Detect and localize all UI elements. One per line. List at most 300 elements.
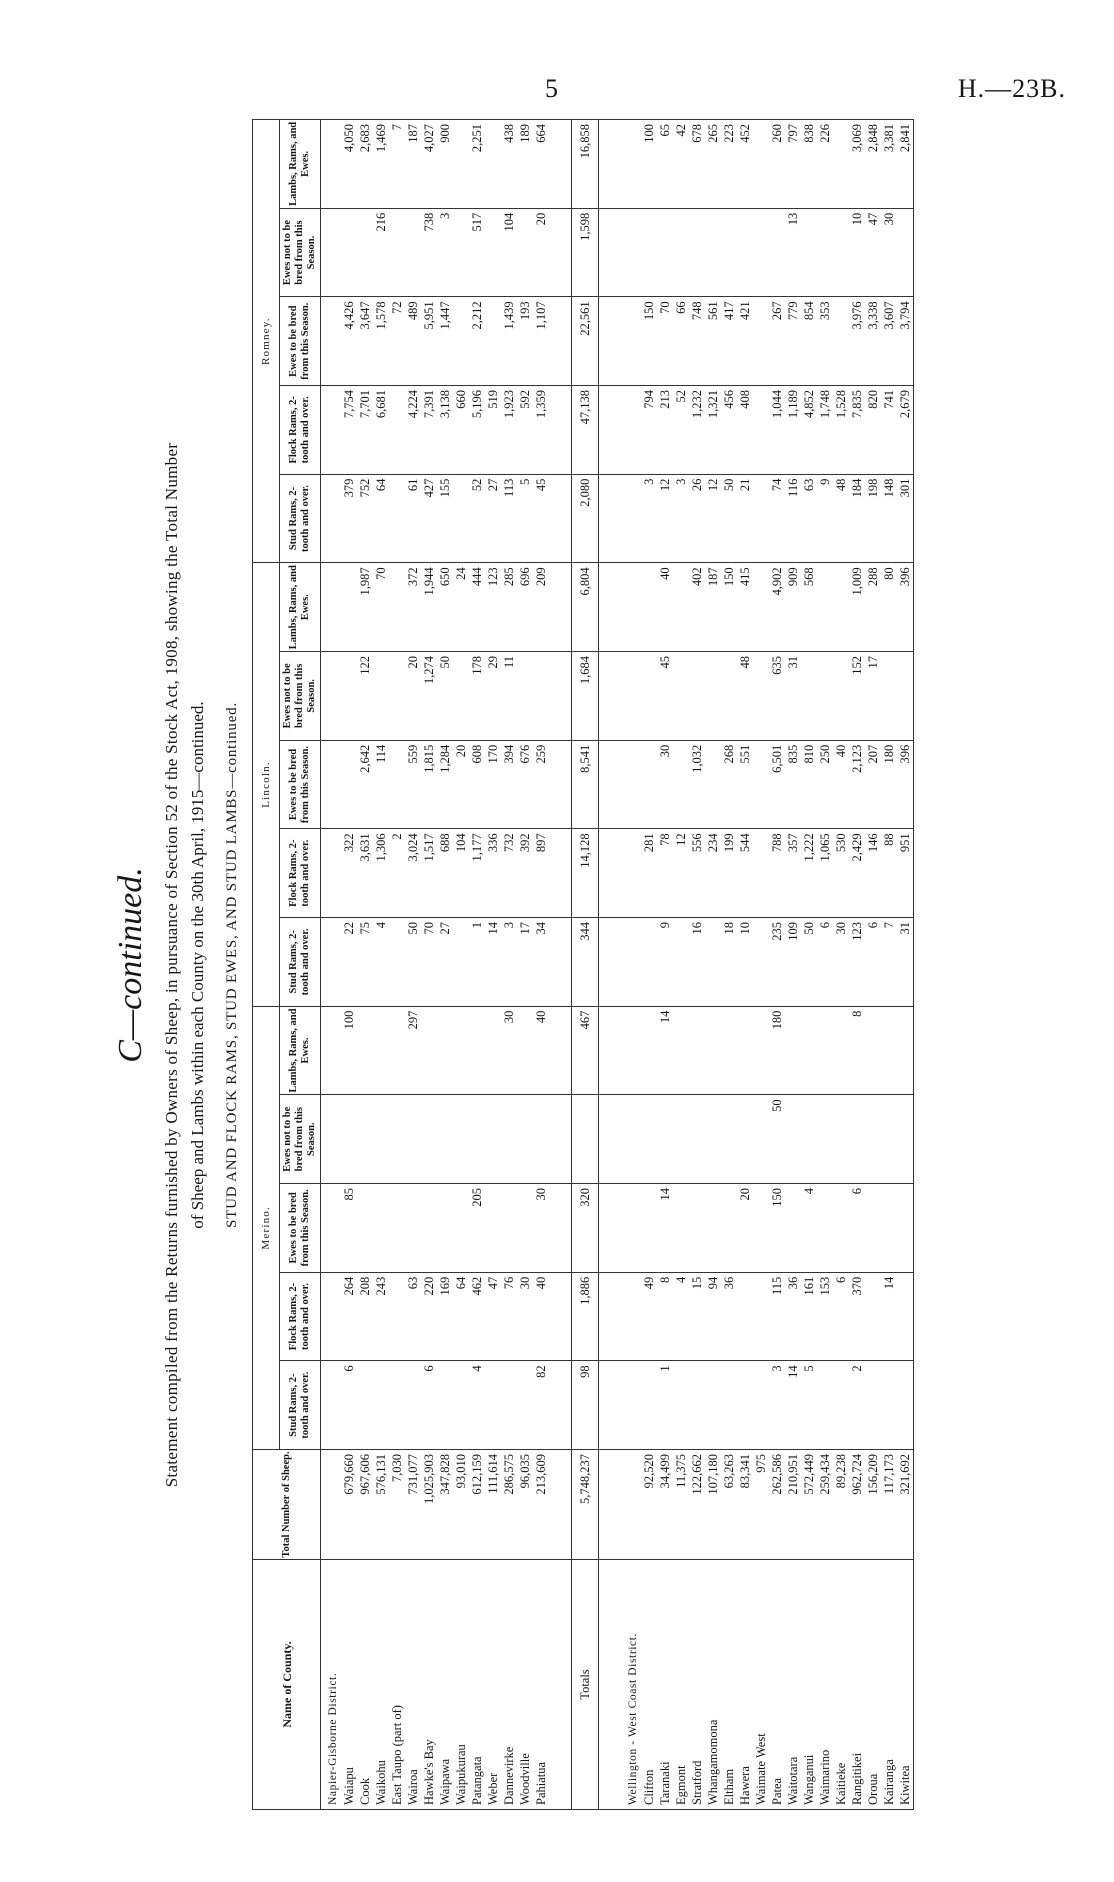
value-cell — [389, 918, 405, 1007]
value-cell: 452 — [737, 120, 753, 209]
value-cell: 150 — [721, 563, 737, 652]
value-cell — [721, 1095, 737, 1184]
value-cell — [641, 1361, 657, 1450]
value-cell — [737, 1272, 753, 1361]
value-cell: 12 — [705, 474, 721, 563]
value-cell: 123 — [485, 563, 501, 652]
value-cell: 5,748,237 — [572, 1450, 599, 1560]
value-cell — [641, 208, 657, 297]
merino-header: Merino. — [253, 1006, 280, 1449]
value-cell — [389, 652, 405, 741]
value-cell — [389, 1095, 405, 1184]
value-cell: 12 — [657, 474, 673, 563]
value-cell: 40 — [533, 1006, 549, 1095]
value-cell: 854 — [801, 297, 817, 386]
value-cell: 344 — [572, 918, 599, 1007]
table-row — [469, 120, 485, 1810]
value-cell — [641, 1184, 657, 1273]
value-cell — [849, 1095, 865, 1184]
county-name-cell: Waikohu — [373, 1560, 389, 1810]
value-cell: 1,044 — [769, 386, 785, 475]
value-cell: 114 — [373, 740, 389, 829]
value-cell — [641, 1095, 657, 1184]
table-row — [849, 120, 865, 1810]
empty-cell — [549, 386, 572, 475]
value-cell — [673, 208, 689, 297]
table-row — [453, 120, 469, 1810]
value-cell: 2,123 — [849, 740, 865, 829]
empty-cell — [621, 1006, 641, 1095]
value-cell — [673, 740, 689, 829]
empty-cell — [549, 1184, 572, 1273]
value-cell: 199 — [721, 829, 737, 918]
value-cell: 1,447 — [437, 297, 453, 386]
value-cell — [453, 1095, 469, 1184]
value-cell: 4,027 — [421, 120, 437, 209]
value-cell: 52 — [673, 386, 689, 475]
empty-cell — [621, 740, 641, 829]
table-row — [657, 120, 673, 1810]
value-cell: 357 — [785, 829, 801, 918]
table-row — [485, 120, 501, 1810]
county-name-cell: Rangitikei — [849, 1560, 865, 1810]
value-cell — [833, 652, 849, 741]
table-row — [753, 120, 769, 1810]
value-cell: 556 — [689, 829, 705, 918]
value-cell — [357, 1006, 373, 1095]
value-cell: 3,069 — [849, 120, 865, 209]
value-cell: 109 — [785, 918, 801, 1007]
table-row — [501, 120, 517, 1810]
value-cell — [389, 1006, 405, 1095]
value-cell: 70 — [657, 297, 673, 386]
value-cell: 1,107 — [533, 297, 549, 386]
value-cell — [641, 652, 657, 741]
empty-cell — [599, 740, 622, 829]
value-cell: 156,209 — [865, 1450, 881, 1560]
value-cell: 63 — [405, 1272, 421, 1361]
value-cell: 6,804 — [572, 563, 599, 652]
value-cell: 117,173 — [881, 1450, 897, 1560]
value-cell: 40 — [533, 1272, 549, 1361]
value-cell: 198 — [865, 474, 881, 563]
value-cell: 1,987 — [357, 563, 373, 652]
value-cell: 6,501 — [769, 740, 785, 829]
table-subtitle: STUD AND FLOCK RAMS, STUD EWES, AND STUD LAMBS—continued. — [224, 701, 240, 1229]
value-cell: 98 — [572, 1361, 599, 1450]
value-cell: 752 — [357, 474, 373, 563]
empty-cell — [549, 740, 572, 829]
value-cell — [753, 918, 769, 1007]
value-cell: 64 — [373, 474, 389, 563]
value-cell: 462 — [469, 1272, 485, 1361]
value-cell: 810 — [801, 740, 817, 829]
value-cell: 12 — [673, 829, 689, 918]
value-cell: 2,679 — [897, 386, 914, 475]
county-name-cell: Waipawa — [437, 1560, 453, 1810]
merino-ewes-not-bred-header: Ewes not to be bred from this Season. — [280, 1095, 321, 1184]
empty-cell — [321, 1361, 342, 1450]
value-cell — [485, 208, 501, 297]
district-header-row — [321, 120, 342, 1810]
value-cell — [657, 208, 673, 297]
value-cell — [753, 1184, 769, 1273]
value-cell: 1,748 — [817, 386, 833, 475]
value-cell — [405, 208, 421, 297]
table-row — [801, 120, 817, 1810]
value-cell: 17 — [517, 918, 533, 1007]
value-cell: 220 — [421, 1272, 437, 1361]
value-cell: 4 — [673, 1272, 689, 1361]
value-cell: 207 — [865, 740, 881, 829]
value-cell: 1,009 — [849, 563, 865, 652]
empty-cell — [599, 1006, 622, 1095]
value-cell: 3,976 — [849, 297, 865, 386]
value-cell — [897, 1095, 914, 1184]
value-cell: 1,232 — [689, 386, 705, 475]
value-cell: 748 — [689, 297, 705, 386]
value-cell: 608 — [469, 740, 485, 829]
value-cell — [817, 1361, 833, 1450]
value-cell: 1,284 — [437, 740, 453, 829]
value-cell: 738 — [421, 208, 437, 297]
value-cell — [753, 208, 769, 297]
value-cell — [373, 652, 389, 741]
county-name-cell: Wanganui — [801, 1560, 817, 1810]
value-cell: 2 — [849, 1361, 865, 1450]
table-row — [373, 120, 389, 1810]
county-name-cell: Waiapu — [341, 1560, 357, 1810]
value-cell: 1 — [657, 1361, 673, 1450]
value-cell — [405, 1095, 421, 1184]
value-cell: 29 — [485, 652, 501, 741]
value-cell — [389, 563, 405, 652]
value-cell: 30 — [833, 918, 849, 1007]
value-cell — [721, 1361, 737, 1450]
value-cell: 1,321 — [705, 386, 721, 475]
value-cell — [373, 1184, 389, 1273]
value-cell — [421, 1184, 437, 1273]
value-cell — [689, 1095, 705, 1184]
value-cell: 551 — [737, 740, 753, 829]
value-cell: 1,189 — [785, 386, 801, 475]
value-cell: 8,541 — [572, 740, 599, 829]
value-cell — [453, 652, 469, 741]
empty-cell — [321, 1184, 342, 1273]
value-cell — [753, 386, 769, 475]
empty-cell — [549, 652, 572, 741]
value-cell: 797 — [785, 120, 801, 209]
value-cell: 732 — [501, 829, 517, 918]
table-row — [705, 120, 721, 1810]
value-cell: 31 — [785, 652, 801, 741]
value-cell — [405, 1184, 421, 1273]
district-name: Napier-Gisborne District. — [321, 1560, 342, 1810]
value-cell: 34,499 — [657, 1450, 673, 1560]
value-cell: 213,609 — [533, 1450, 549, 1560]
value-cell: 281 — [641, 829, 657, 918]
value-cell: 11,375 — [673, 1450, 689, 1560]
empty-cell — [321, 652, 342, 741]
value-cell — [533, 1095, 549, 1184]
value-cell: 115 — [769, 1272, 785, 1361]
lincoln-ewes-not-bred-header: Ewes not to be bred from this Season. — [280, 652, 321, 741]
table-row — [769, 120, 785, 1810]
value-cell — [501, 1095, 517, 1184]
value-cell — [705, 1006, 721, 1095]
value-cell — [437, 1095, 453, 1184]
value-cell: 111,614 — [485, 1450, 501, 1560]
empty-cell — [599, 474, 622, 563]
value-cell: 234 — [705, 829, 721, 918]
table-body — [321, 120, 914, 1810]
value-cell: 678 — [689, 120, 705, 209]
value-cell: 561 — [705, 297, 721, 386]
county-name-cell: Taranaki — [657, 1560, 673, 1810]
value-cell: 265 — [705, 120, 721, 209]
value-cell: 1,359 — [533, 386, 549, 475]
value-cell — [517, 208, 533, 297]
table-row — [641, 120, 657, 1810]
value-cell: 688 — [437, 829, 453, 918]
value-cell — [833, 1006, 849, 1095]
value-cell: 6 — [341, 1361, 357, 1450]
value-cell — [817, 1184, 833, 1273]
value-cell: 3 — [437, 208, 453, 297]
value-cell: 14,128 — [572, 829, 599, 918]
value-cell: 170 — [485, 740, 501, 829]
value-cell — [689, 652, 705, 741]
value-cell: 27 — [437, 918, 453, 1007]
value-cell: 1 — [469, 918, 485, 1007]
value-cell: 3,381 — [881, 120, 897, 209]
empty-cell — [599, 1361, 622, 1450]
value-cell: 30 — [881, 208, 897, 297]
value-cell: 421 — [737, 297, 753, 386]
value-cell: 396 — [897, 740, 914, 829]
value-cell: 402 — [689, 563, 705, 652]
value-cell — [705, 740, 721, 829]
empty-cell — [599, 1450, 622, 1560]
value-cell — [389, 1361, 405, 1450]
value-cell: 2,642 — [357, 740, 373, 829]
value-cell: 259,434 — [817, 1450, 833, 1560]
value-cell — [881, 652, 897, 741]
value-cell: 394 — [501, 740, 517, 829]
value-cell — [833, 297, 849, 386]
value-cell: 2,848 — [865, 120, 881, 209]
romney-header: Romney. — [253, 120, 280, 563]
empty-cell — [549, 829, 572, 918]
value-cell: 900 — [437, 120, 453, 209]
value-cell — [357, 208, 373, 297]
value-cell: 4,902 — [769, 563, 785, 652]
value-cell: 650 — [437, 563, 453, 652]
value-cell: 962,724 — [849, 1450, 865, 1560]
value-cell — [721, 1184, 737, 1273]
value-cell — [673, 563, 689, 652]
county-name-cell: Hawera — [737, 1560, 753, 1810]
value-cell — [641, 740, 657, 829]
value-cell — [753, 563, 769, 652]
value-cell: 489 — [405, 297, 421, 386]
value-cell: 1,032 — [689, 740, 705, 829]
value-cell: 76 — [501, 1272, 517, 1361]
empty-cell — [621, 120, 641, 209]
value-cell: 456 — [721, 386, 737, 475]
value-cell — [785, 1006, 801, 1095]
county-name-cell: Waitotara — [785, 1560, 801, 1810]
table-row — [341, 120, 357, 1810]
value-cell: 15 — [689, 1272, 705, 1361]
empty-cell — [321, 740, 342, 829]
totals-row — [572, 120, 599, 1810]
value-cell: 467 — [572, 1006, 599, 1095]
value-cell — [753, 1272, 769, 1361]
value-cell: 268 — [721, 740, 737, 829]
empty-cell — [599, 1184, 622, 1273]
value-cell: 30 — [501, 1006, 517, 1095]
county-name-cell: Cook — [357, 1560, 373, 1810]
value-cell: 336 — [485, 829, 501, 918]
value-cell: 438 — [501, 120, 517, 209]
value-cell: 187 — [705, 563, 721, 652]
value-cell: 104 — [453, 829, 469, 918]
value-cell — [801, 208, 817, 297]
value-cell: 568 — [801, 563, 817, 652]
merino-lambs-header: Lambs, Rams, and Ewes. — [280, 1006, 321, 1095]
value-cell: 2,080 — [572, 474, 599, 563]
value-cell: 70 — [373, 563, 389, 652]
value-cell: 113 — [501, 474, 517, 563]
table-row — [389, 120, 405, 1810]
county-name-cell: Waimarino — [817, 1560, 833, 1810]
value-cell: 11 — [501, 652, 517, 741]
value-cell: 65 — [657, 120, 673, 209]
value-cell: 155 — [437, 474, 453, 563]
value-cell — [485, 1361, 501, 1450]
value-cell — [657, 1095, 673, 1184]
empty-cell — [321, 1006, 342, 1095]
table-row — [689, 120, 705, 1810]
value-cell: 50 — [721, 474, 737, 563]
lincoln-header: Lincoln. — [253, 563, 280, 1006]
value-cell: 100 — [641, 120, 657, 209]
value-cell — [737, 1361, 753, 1450]
empty-cell — [321, 1272, 342, 1361]
value-cell: 2,212 — [469, 297, 485, 386]
value-cell: 7,835 — [849, 386, 865, 475]
value-cell: 187 — [405, 120, 421, 209]
empty-cell — [321, 208, 342, 297]
value-cell — [817, 1006, 833, 1095]
value-cell — [641, 1006, 657, 1095]
value-cell — [673, 1184, 689, 1273]
value-cell: 372 — [405, 563, 421, 652]
value-cell: 835 — [785, 740, 801, 829]
value-cell — [501, 1184, 517, 1273]
table-row — [897, 120, 914, 1810]
value-cell: 3 — [673, 474, 689, 563]
value-cell — [485, 1095, 501, 1184]
value-cell: 8 — [657, 1272, 673, 1361]
value-cell — [817, 563, 833, 652]
value-cell: 5,951 — [421, 297, 437, 386]
value-cell: 50 — [437, 652, 453, 741]
section-continued-label: C—continued. — [112, 867, 149, 1063]
value-cell: 30 — [517, 1272, 533, 1361]
page-number: 5 — [545, 74, 558, 103]
value-cell — [673, 1095, 689, 1184]
value-cell: 180 — [881, 740, 897, 829]
county-name-cell: Weber — [485, 1560, 501, 1810]
county-name-cell: Stratford — [689, 1560, 705, 1810]
value-cell — [833, 1095, 849, 1184]
value-cell — [753, 474, 769, 563]
value-cell: 122,662 — [689, 1450, 705, 1560]
value-cell: 679,660 — [341, 1450, 357, 1560]
value-cell: 180 — [769, 1006, 785, 1095]
value-cell — [453, 1184, 469, 1273]
value-cell — [865, 1184, 881, 1273]
value-cell — [357, 1184, 373, 1273]
value-cell: 3,631 — [357, 829, 373, 918]
value-cell: 794 — [641, 386, 657, 475]
value-cell — [689, 1361, 705, 1450]
value-cell — [833, 208, 849, 297]
value-cell: 4 — [469, 1361, 485, 1450]
value-cell: 592 — [517, 386, 533, 475]
value-cell — [865, 1006, 881, 1095]
value-cell: 216 — [373, 208, 389, 297]
value-cell — [785, 1095, 801, 1184]
value-cell: 100 — [341, 1006, 357, 1095]
value-cell — [357, 1361, 373, 1450]
value-cell — [453, 474, 469, 563]
value-cell: 36 — [721, 1272, 737, 1361]
value-cell — [341, 740, 357, 829]
table-row — [421, 120, 437, 1810]
value-cell: 64 — [453, 1272, 469, 1361]
value-cell — [817, 652, 833, 741]
empty-cell — [621, 386, 641, 475]
value-cell: 48 — [833, 474, 849, 563]
value-cell: 150 — [769, 1184, 785, 1273]
value-cell — [737, 1095, 753, 1184]
value-cell — [769, 208, 785, 297]
value-cell: 321,692 — [897, 1450, 914, 1560]
value-cell — [881, 1361, 897, 1450]
value-cell: 243 — [373, 1272, 389, 1361]
empty-cell — [321, 829, 342, 918]
empty-cell — [621, 563, 641, 652]
value-cell: 22,561 — [572, 297, 599, 386]
value-cell: 9 — [817, 474, 833, 563]
table-row — [785, 120, 801, 1810]
table-row — [533, 120, 549, 1810]
value-cell: 50 — [769, 1095, 785, 1184]
value-cell — [453, 918, 469, 1007]
table-row — [833, 120, 849, 1810]
county-name-cell: Oroua — [865, 1560, 881, 1810]
value-cell — [897, 1272, 914, 1361]
value-cell: 49 — [641, 1272, 657, 1361]
value-cell: 517 — [469, 208, 485, 297]
value-cell: 14 — [485, 918, 501, 1007]
lincoln-ewes-bred-header: Ewes to be bred from this Season. — [280, 740, 321, 829]
value-cell — [881, 1184, 897, 1273]
spacer-row — [549, 120, 572, 1810]
